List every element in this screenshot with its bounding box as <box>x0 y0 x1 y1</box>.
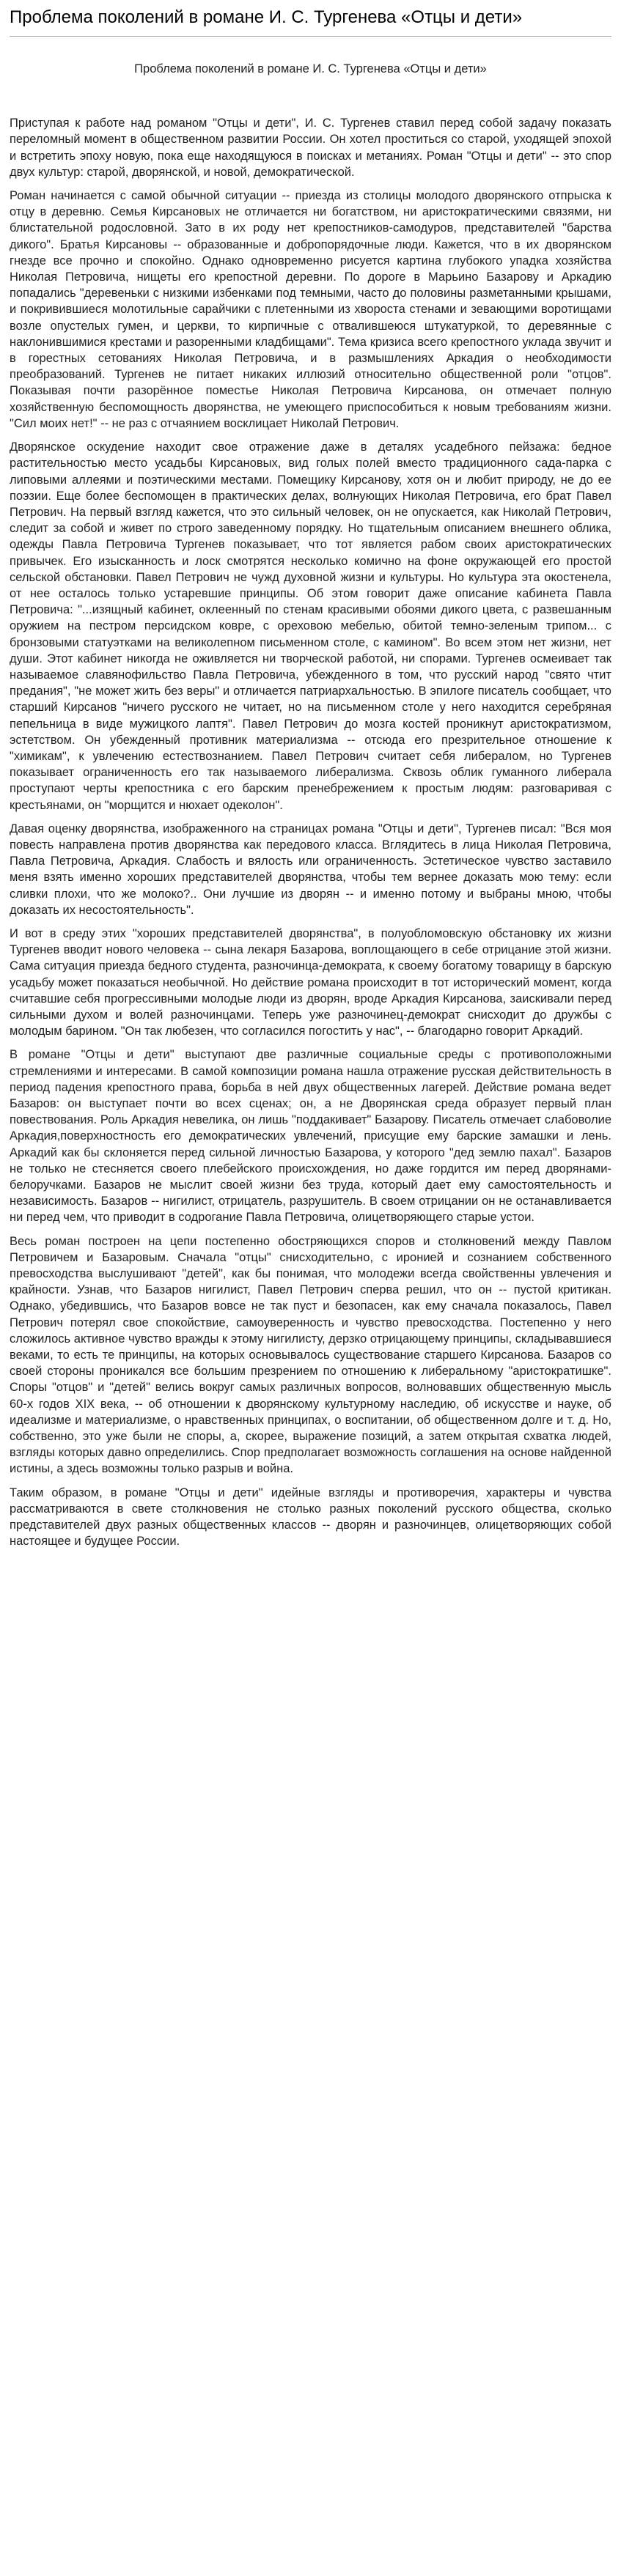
essay-paragraph-3: Дворянское оскудение находит свое отражение даже в деталях усадебного пейзажа: бедное растительностью место усадьбы Кирсановых, вид голых полей вместо традиционного сада-парка с липовыми аллеями и поэтическими местами. Помещику Кирсанову, хотя он и любит природу, не до ее поэзии. Еще более беспомощен в практических делах, волнующих Николая Петровича, его брат Павел Петрович. На первый взгляд кажется, что это сильный человек, он не опускается, как Николай Петрович, следит за собой и живет по строго заведенному порядку. Но тщательным описанием внешнего облика, одежды Павла Петровича Тургенев показывает, что тот является рабом своих аристократических привычек. Его изысканность и лоск смотрятся несколько комично на фоне окружающей его простой сельской обстановки. Павел Петрович не чужд духовной жизни и культуры. Но культура эта окостенела, от нее осталось только устаревшие принципы. Об этом говорит даже описание кабинета Павла Петровича: "...изящный кабинет, оклеенный по стенам красивыми обоями дикого цвета, с развешанным оружием на пестром персидском ковре, с ореховою мебелью, обитой темно-зеленым трипом... с бронзовыми статуэтками на великолепном письменном столе, с камином". Во всем этом нет жизни, нет души. Этот кабинет никогда не оживляется ни творческой работой, ни спорами. Тургенев осмеивает так называемое славянофильство Павла Петровича, убежденного в том, что русский народ "свято чтит предания", "не может жить без веры" и отличается патриархальностью. В эпилоге писатель сообщает, что старший Кирсанов "ничего русского не читает, но на письменном столе у него находится серебряная пепельница в виде мужицкого лаптя". Павел Петрович до мозга костей проникнут аристократизмом, эстетством. Он убежденный противник материализма -- отсюда его презрительное отношение к "химикам", к увлечению естествознанием. Павел Петрович считает себя либералом, но Тургенев показывает ограниченность его так называемого либерализма. Сквозь облик гуманного либерала проступают черты крепостника с его барским пренебрежением к простым людям: разговаривая с крестьянами, он "морщится и нюхает одеколон". <box>10 440 611 812</box>
essay-paragraph-8: Таким образом, в романе "Отцы и дети" идейные взгляды и противоречия, характеры и чувства рассматриваются в свете столкновения не столько разных поколений русского общества, сколько представителей двух разных общественных классов -- дворян и разночинцев, олицетворяющих собой настоящее и будущее России. <box>10 1486 611 1549</box>
essay-paragraph-4: Давая оценку дворянства, изображенного на страницах романа "Отцы и дети", Тургенев писал: "Вся моя повесть направлена против дворянства как передового класса. Вглядитесь в лица Николая Петровича, Павла Петровича, Аркадия. Слабость и вялость или ограниченность. Эстетическое чувство заставило меня взять именно хороших представителей дворянства, чтобы тем вернее доказать мою тему: если сливки плохи, что же молоко?.. Они лучшие из дворян -- и именно потому и выбраны мною, чтобы доказать их несостоятельность". <box>10 822 611 917</box>
essay-paragraph-7: Весь роман построен на цепи постепенно обостряющихся споров и столкновений между Павлом Петровичем и Базаровым. Сначала "отцы" снисходительно, с иронией и сознанием собственного превосходства выслушивают "детей", как бы понимая, что молодежи всегда свойственны увлечения и крайности. Узнав, что Базаров нигилист, Павел Петрович сперва решил, что он -- пустой критикан. Однако, убедившись, что Базаров вовсе не так пуст и безопасен, как ему сначала показалось, Павел Петрович потерял свое спокойствие, самоуверенность и чувство превосходства. Постепенно у него сложилось активное чувство вражды к этому нигилисту, дерзко отрицающему принципы, складывавшиеся веками, то есть те принципы, на которых основывалось существование старшего Кирсанова. Базаров со своей стороны проникался все большим презрением по отношению к либеральному "аристократишке". Споры "отцов" и "детей" велись вокруг самых различных вопросов, волновавших общественную мысль 60-х годов XIX века, -- об отношении к дворянскому культурному наследию, об искусстве и науке, об идеализме и материализме, о нравственных принципах, о воспитании, об общественном долге и т. д. Но, собственно, это уже были не споры, а, скорее, выражение позиций, а затем открытая схватка людей, взгляды которых давно определились. Спор предполагает возможность соглашения на основе найденной истины, а здесь возможны только разрыв и война. <box>10 1234 611 1476</box>
document-subtitle: Проблема поколений в романе И. С. Тургенева «Отцы и дети» <box>134 62 487 75</box>
essay-body <box>10 115 611 1549</box>
page-title: Проблема поколений в романе И. С. Тургенева «Отцы и дети» <box>10 4 611 37</box>
essay-paragraph-2: Роман начинается с самой обычной ситуации -- приезда из столицы молодого дворянского отпрыска к отцу в деревню. Семья Кирсановых не отличается ни богатством, ни аристократическими связями, ни блистательной родословной. Зато в их роду нет крепостников-самодуров, представителей "барства дикого". Братья Кирсановы -- образованные и добропорядочные люди. Кажется, что в их дворянском гнезде все прочно и спокойно. Однако одновременно рисуется картина глубокого упадка хозяйства Николая Петровича, нищеты его крепостной деревни. По дороге в Марьино Базарову и Аркадию попадались "деревеньки с низкими избенками под темными, часто до половины разметанными крышами, и покривившиеся молотильные сарайчики с плетенными из хворостa стенами и зевающими воротищами возле опустелых гумен, и церкви, то кирпичные с отвалившеюся штукатуркой, то деревянные с наклонившимися крестами и разоренными кладбищами". Тема кризиса всего крепостного уклада звучит и в горестных сетованиях Николая Петровича, и в размышлениях Аркадия о необходимости преобразований. Тургенев не питает никаких иллюзий относительно общественной роли "отцов". Показывая почти разорённое поместье Николая Петровича Кирсанова, он отмечает полную хозяйственную беспомощность дворянства, не умеющего приспособиться к новым требованиям жизни. "Сил моих нет!" -- не раз с отчаянием восклицает Николай Петрович. <box>10 189 611 430</box>
essay-paragraph-5: И вот в среду этих "хороших представителей дворянства", в полуобломовскую обстановку их жизни Тургенев вводит нового человека -- сына лекаря Базарова, воплощающего в себе отрицание этой жизни. Сама ситуация приезда бедного студента, разночинца-демократа, к своему богатому товарищу в барскую усадьбу может показаться необычной. Но действие романа происходит в тот исторический момент, когда считавшие себя прогрессивными молодые люди из дворян, вроде Аркадия Кирсанова, заискивали перед сильными духом и волей разночинцами. Теперь уже разночинец-демократ снисходит до дружбы с молодым барином. "Он так любезен, что согласился погостить у нас", -- благодарно говорит Аркадий. <box>10 926 611 1038</box>
essay-paragraph-1: Приступая к работе над романом "Отцы и дети", И. С. Тургенев ставил перед собой задачу показать переломный момент в общественном развитии России. Он хотел проститься со старой, уходящей эпохой и встретить эпоху новую, пока еще находящуюся в поисках и метаниях. Роман "Отцы и дети" -- это спор двух культур: старой, дворянской, и новой, демократической. <box>10 117 611 179</box>
essay-paragraph-6: В романе "Отцы и дети" выступают две различные социальные среды с противоположными стремлениями и интересами. В самой композиции романа нашла отражение русская действительность в период падения крепостного права, борьба в ней двух общественных лагерей. Действие романа ведет Базаров: он выступает почти во всех сценах; он, а не Дворянская среда образует первый план повествования. Роль Аркадия невелика, он лишь "поддакивает" Базарову. Писатель отмечает слабоволие Аркадия,поверхностность его демократических увлечений, присущие ему барские замашки и лень. Аркадий как бы склоняется перед сильной личностью Базарова, у которого "дед землю пахал". Базаров не только не стесняется своего плебейского происхождения, но даже гордится им перед дворянами-белоручками. Базаров не мыслит своей жизни без труда, который дает ему самостоятельность и независимость. Базаров -- нигилист, отрицатель, разрушитель. В своем отрицании он не останавливается ни перед чем, что приводит в содрогание Павла Петровича, олицетворяющего старые устои. <box>10 1048 611 1225</box>
